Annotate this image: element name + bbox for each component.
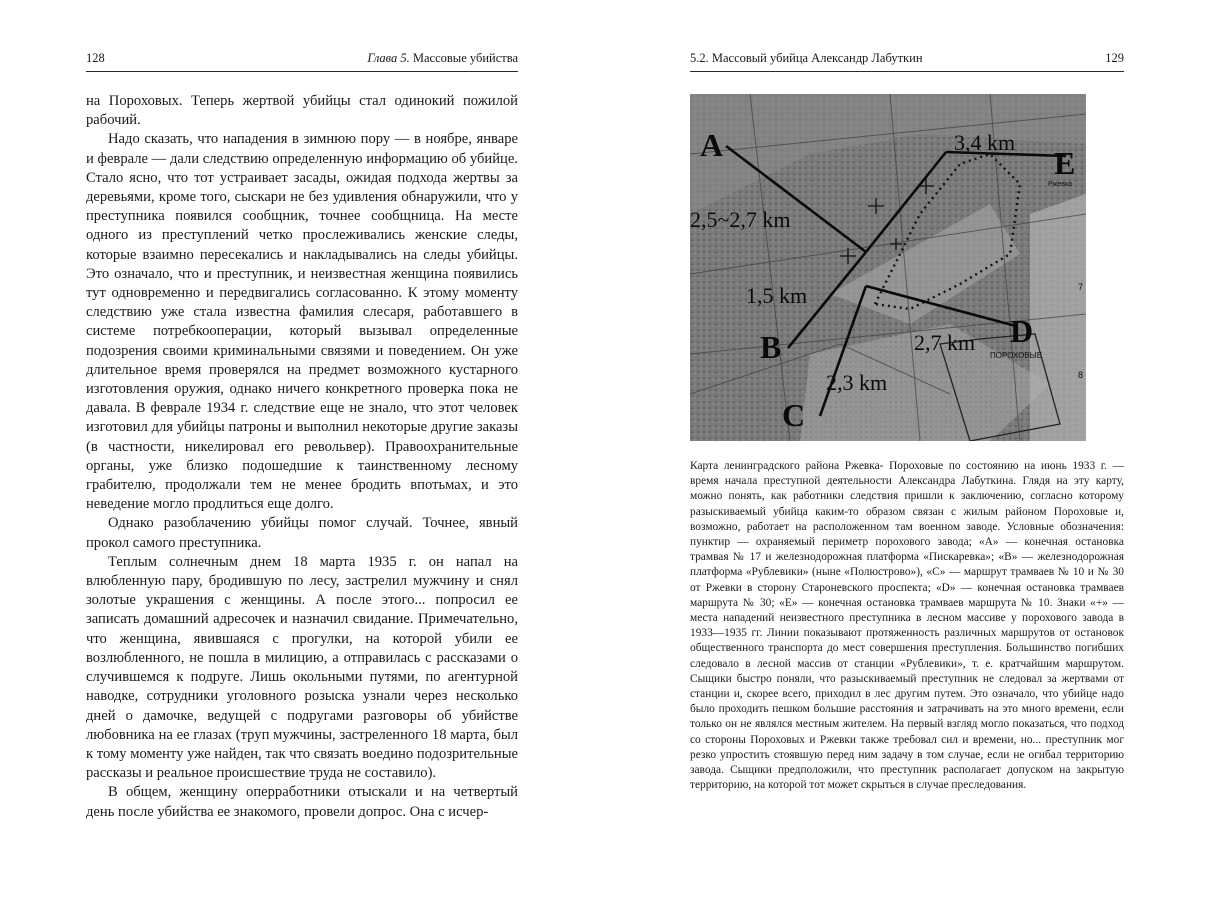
right-running-head [690,50,1124,70]
map-distance: 2,5~2,7 km [690,207,791,232]
left-page-number: 128 [86,51,105,65]
left-header-rule [86,71,518,72]
paragraph: Однако разоблачению убийцы помог случай. Точнее, явный прокол самого преступника. [86,515,518,551]
map-distance: 3,4 km [954,130,1016,155]
map-distance: 2,3 km [826,370,888,395]
paragraph: Надо сказать, что нападения в зимнюю пору — в ноябре, январе и феврале — дали следствию определенную информацию об убийце. Стало ясно, что тот устраивает засады, ожидая подхода жертвы за деревьями, кроме того, сыскари не без удивления обнаружили, что у преступника появился сообщник, точнее сообщница. На месте одного из преступлений четко прослеживались женские следы, которые взаимно пересекались и накладывались на следы убийцы. Это означало, что и преступник, и неизвестная женщина появились тут одновременно и передвигались согласованно. К этому моменту следствию уже стала известна фамилия слесаря, работавшего в системе потребкооперации, который вызывал определенные подозрения своими криминальными связями и поведением. Он уже длительное время проверялся на предмет возможного кустарного изготовления оружия, однако ничего конкретного проверка пока не давала. В феврале 1934 г. следствие еще не знало, что этот человек изготовил для убийцы патроны и выполнил некоторые другие заказы (в частности, никелировал его револьвер). Правоохранительные органы, уже близко подошедшие к таинственному лесному грабителю, продолжали тем не менее бродить впотьмах, и это неведение могло продлиться еще долго. [86,131,518,513]
map-small-label: Ржевка [1048,181,1073,188]
paragraph: на Пороховых. Теперь жертвой убийцы стал одинокий пожилой рабочий. [86,93,518,129]
chapter-label: Глава 5. [367,51,410,65]
map-grid-number: 8 [1078,370,1084,380]
left-page [0,0,600,900]
map-distance: 1,5 km [746,283,808,308]
right-page-number: 129 [1105,51,1124,65]
left-body-text [86,92,518,822]
map-distance: 2,7 km [914,330,976,355]
map-svg [690,94,1086,441]
map-point-b: B [760,329,782,365]
left-running-head [86,50,518,70]
chapter-heading [367,50,518,66]
map-point-d: D [1010,313,1034,349]
map-point-e: E [1054,145,1076,181]
map-point-c: C [782,397,806,433]
map-area [1030,194,1086,441]
right-header-rule [690,71,1124,72]
map-grid-number: 7 [1078,282,1084,292]
map-caption: Карта ленинградского района Ржевка- Пороховые по состоянию на июнь 1933 г. — время начала преступной деятельности Александра Лабуткина. Глядя на эту карту, можно понять, как работники следствия пришли к заключению, согласно которому разыскиваемый убийца каким-то образом связан с жилым районом Пороховые и, возможно, работает на расположенном там военном заводе. Условные обозначения: пунктир — охраняемый периметр порохового завода; «А» — конечная остановка трамвая № 17 и железнодорожная платформа «Пискаревка»; «В» — железнодорожная платформа «Рублевики» (ныне «Полюстрово»), «С» — маршрут трамваев № 10 и № 30 от Ржевки в сторону Староневского проспекта; «D» — конечная остановка трамваев маршрута № 30; «Е» — конечная остановка трамваев маршрута № 10. Знаки «+» — места нападений неизвестного преступника в лесном массиве у порохового завода в 1933—1935 гг. Линии показывают протяженность различных маршрутов от остановок общественного транспорта до мест совершения преступления. Большинство погибших следовало в лесной массив от станции «Рублевики», т. е. кратчайшим маршрутом. Сыщики быстро поняли, что разыскиваемый преступник не следовал за жертвами от станции и, скорее всего, приходил в лес другим путем. Это означало, что убийце надо было проходить пешком большие расстояния и затрачивать на это много времени, если только он не являлся местным жителем. На первый взгляд могло показаться, что подход со стороны Пороховых и Ржевки также требовал сил и времени, но... преступник мог резко упростить стоявшую перед ним задачу в том случае, если не огибал территорию завода. Сыщики предположили, что преступник располагает допуском на закрытую территорию, на которой тот может скрыться в случае преследования. [690,460,1124,792]
section-title: 5.2. Массовый убийца Александр Лабуткин [690,51,923,65]
paragraph: Теплым солнечным днем 18 марта 1935 г. он напал на влюбленную пару, бродившую по лесу, застрелил мужчину и снял золотые украшения с женщины. А после этого... попросил ее записать домашний адресочек и назначил свидание. Примечательно, что женщина, явившаяся с прогулки, на которой убили ее возлюбленного, не пошла в милицию, а отправилась с рассказами о случившемся к подруге. Лишь окольными путями, по агентурной наводке, сотрудники уголовного розыска узнали через несколько дней о дамочке, ведущей с подругами разговоры об убийстве любовника на ее глазах (труп мужчины, застреленного 18 марта, был к тому моменту уже найден, так что связать воедино подозрительные рассказы и реальное происшествие труда не составило). [86,553,518,782]
map-point-a: A [700,127,724,163]
chapter-title: Массовые убийства [412,51,518,65]
map-place-label: ПОРОХОВЫЕ [990,351,1043,360]
map-figure [690,94,1086,441]
paragraph: В общем, женщину оперработники отыскали и на четвертый день после убийства ее знакомого, провели допрос. Она с исчер- [86,784,518,820]
